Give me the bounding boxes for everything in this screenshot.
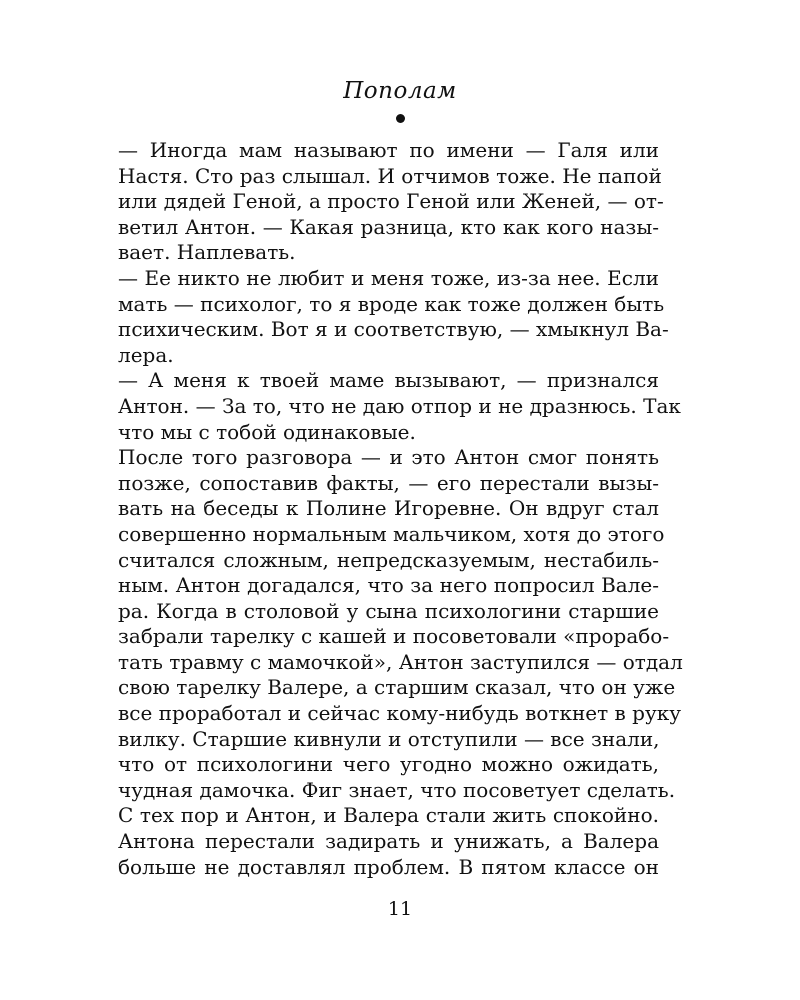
- text-line: лера.: [118, 342, 174, 367]
- text-line: мать — психолог, то я вроде как тоже должен быть: [118, 291, 665, 316]
- text-line: — А меня к твоей маме вызывают, — признался: [118, 368, 659, 393]
- ornament-dot: [396, 114, 405, 123]
- text-line: ным. Антон догадался, что за него попросил Вале-: [118, 573, 659, 598]
- text-line: тать травму с мамочкой», Антон заступился — отдал: [118, 649, 683, 674]
- text-line: психическим. Вот я и соответствую, — хмыкнул Ва-: [118, 317, 669, 342]
- running-head: Пополам: [343, 78, 457, 104]
- text-line: После того разговора — и это Антон смог понять: [118, 445, 659, 470]
- text-line: вает. Наплевать.: [118, 240, 296, 265]
- text-line: или дядей Геной, а просто Геной или Женей, — от-: [118, 189, 664, 214]
- body-text: [118, 138, 683, 880]
- text-line: Антон. — За то, что не даю отпор и не дразнюсь. Так: [118, 393, 681, 418]
- text-line: забрали тарелку с кашей и посоветовали «прорабо-: [118, 624, 670, 649]
- text-line: что мы с тобой одинаковые.: [118, 419, 416, 444]
- text-line: все проработал и сейчас кому-нибудь воткнет в руку: [118, 701, 682, 726]
- text-line: вилку. Старшие кивнули и отступили — все знали,: [118, 726, 660, 751]
- text-line: чудная дамочка. Фиг знает, что посоветует сделать.: [118, 777, 676, 802]
- text-line: позже, сопоставив факты, — его перестали вызы-: [118, 470, 659, 495]
- text-line: совершенно нормальным мальчиком, хотя до этого: [118, 521, 665, 546]
- text-line: вать на беседы к Полине Игоревне. Он вдруг стал: [118, 496, 659, 521]
- text-line: свою тарелку Валере, а старшим сказал, что он уже: [118, 675, 676, 700]
- text-line: — Ее никто не любит и меня тоже, из-за нее. Если: [118, 265, 659, 290]
- text-line: — Иногда мам называют по имени — Галя или: [118, 138, 659, 162]
- page-number: 11: [387, 898, 413, 920]
- text-line: Антона перестали задирать и унижать, а Валера: [118, 829, 659, 854]
- text-line: С тех пор и Антон, и Валера стали жить спокойно.: [118, 803, 659, 828]
- text-line: ветил Антон. — Какая разница, кто как кого назы-: [118, 214, 659, 239]
- text-line: больше не доставлял проблем. В пятом классе он: [118, 854, 659, 879]
- text-line: ра. Когда в столовой у сына психологини старшие: [118, 598, 659, 623]
- text-line: считался сложным, непредсказуемым, нестабиль-: [118, 547, 659, 572]
- text-line: Настя. Сто раз слышал. И отчимов тоже. Не папой: [118, 163, 662, 188]
- text-line: что от психологини чего угодно можно ожидать,: [118, 752, 659, 777]
